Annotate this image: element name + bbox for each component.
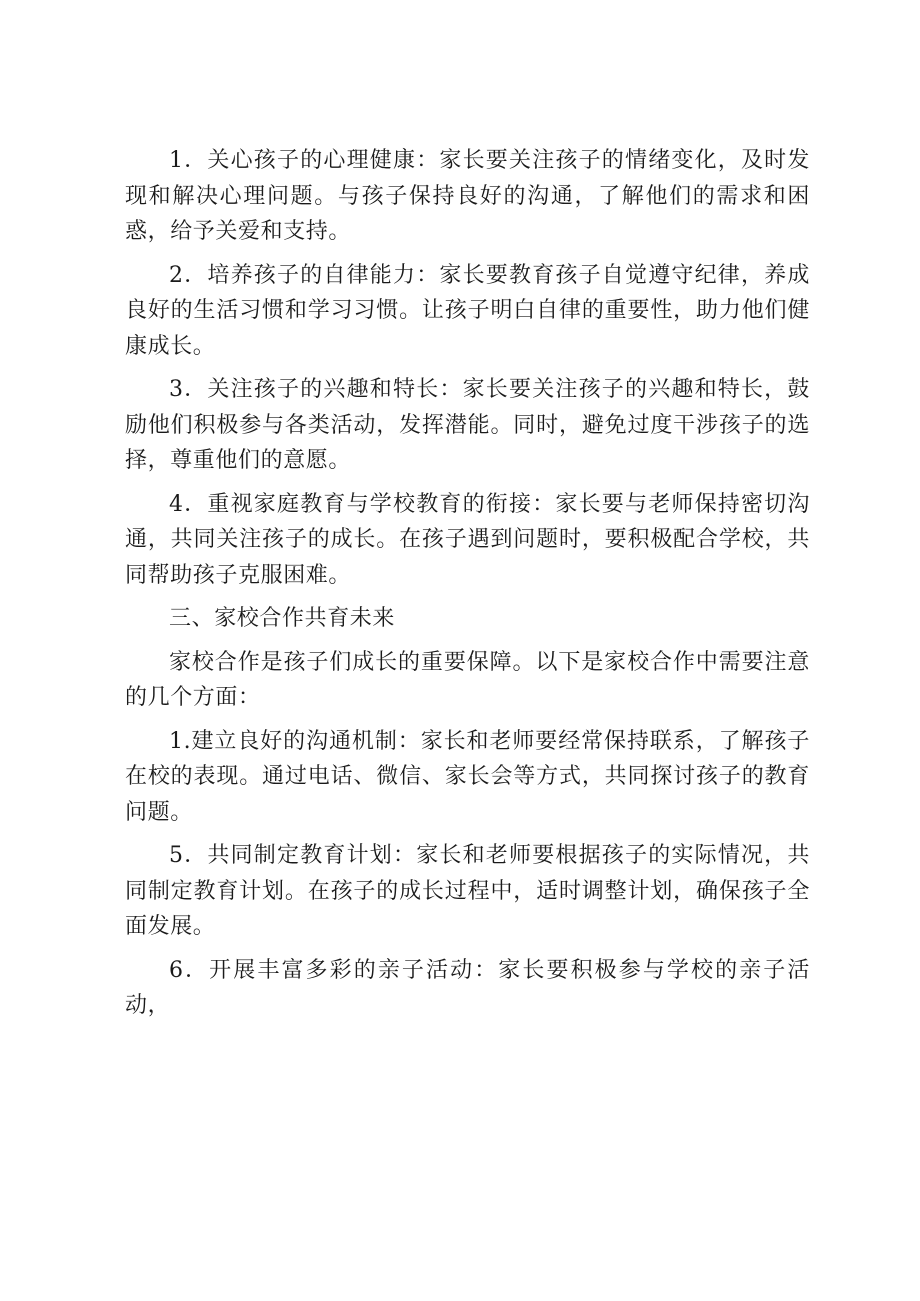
paragraph-interests: 3．关注孩子的兴趣和特长：家长要关注孩子的兴趣和特长，鼓励他们积极参与各类活动，发挥潜能。同时，避免过度干涉孩子的选择，尊重他们的意愿。 (125, 377, 810, 473)
paragraph-self-discipline: 2．培养孩子的自律能力：家长要教育孩子自觉遵守纪律，养成良好的生活习惯和学习习惯。让孩子明白自律的重要性，助力他们健康成长。 (125, 262, 810, 359)
paragraph-parent-child-activities: 6．开展丰富多彩的亲子活动：家长要积极参与学校的亲子活动， (125, 957, 810, 1018)
section-intro: 家校合作是孩子们成长的重要保障。以下是家校合作中需要注意的几个方面： (125, 649, 810, 710)
paragraph-communication: 1.建立良好的沟通机制：家长和老师要经常保持联系，了解孩子在校的表现。通过电话、微信、家长会等方式，共同探讨孩子的教育问题。 (125, 728, 810, 825)
paragraph-home-school-link: 4．重视家庭教育与学校教育的衔接：家长要与老师保持密切沟通，共同关注孩子的成长。在孩子遇到问题时，要积极配合学校，共同帮助孩子克服困难。 (125, 491, 810, 588)
document-page (125, 143, 810, 1032)
section-heading: 三、家校合作共育未来 (169, 606, 396, 631)
paragraph-education-plan: 5．共同制定教育计划：家长和老师要根据孩子的实际情况，共同制定教育计划。在孩子的成长过程中，适时调整计划，确保孩子全面发展。 (125, 843, 810, 939)
paragraph-mental-health: 1．关心孩子的心理健康：家长要关注孩子的情绪变化，及时发现和解决心理问题。与孩子保持良好的沟通，了解他们的需求和困惑，给予关爱和支持。 (125, 148, 810, 244)
